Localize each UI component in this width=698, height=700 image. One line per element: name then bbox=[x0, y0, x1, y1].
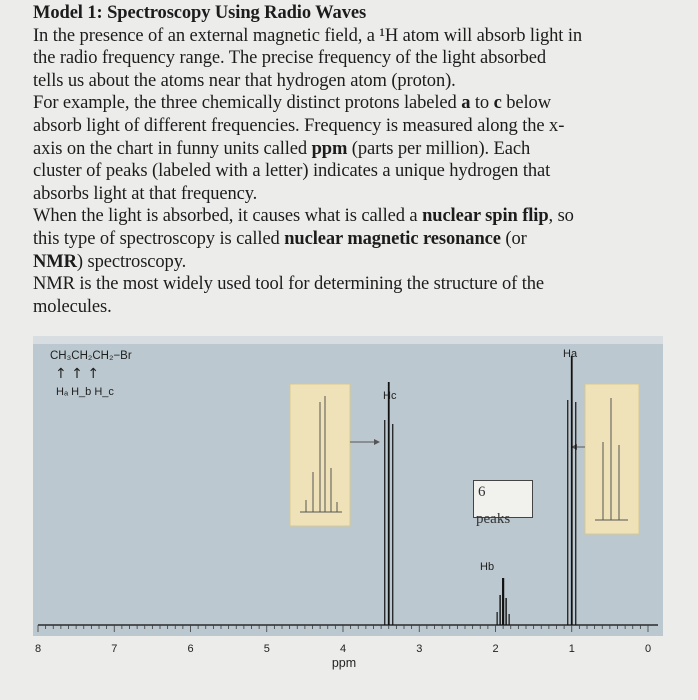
x-tick-label: 8 bbox=[34, 643, 42, 655]
text-run: absorb light of different frequencies. Frequency is measured along the x- bbox=[33, 115, 565, 136]
x-tick-label: 3 bbox=[416, 643, 423, 655]
bold-term: nuclear magnetic resonance bbox=[284, 228, 501, 249]
text-run: below bbox=[501, 93, 551, 114]
text-run: cluster of peaks (labeled with a letter) indicates a unique hydrogen that bbox=[33, 161, 551, 182]
inset-multiplet-a bbox=[585, 384, 639, 534]
molecule-arrows: ↑ ↑ ↑ bbox=[55, 366, 100, 382]
x-tick-label: 7 bbox=[111, 643, 118, 655]
text-run: (parts per million). Each bbox=[347, 138, 531, 159]
x-tick-label: 2 bbox=[492, 643, 499, 655]
molecule-formula: CH₃CH₂CH₂−Br bbox=[50, 350, 132, 362]
text-run: For example, the three chemically distinct protons labeled bbox=[33, 93, 462, 114]
x-axis-ticks bbox=[35, 643, 651, 655]
bold-term: c bbox=[493, 93, 502, 114]
text-run: this type of spectroscopy is called bbox=[33, 228, 285, 249]
x-tick-label: 5 bbox=[263, 643, 270, 655]
x-tick-label: 4 bbox=[339, 643, 347, 655]
proton-labels: Hₐ H_b H_c bbox=[56, 386, 114, 398]
arrow-head-c bbox=[374, 439, 380, 445]
x-tick-label: 1 bbox=[568, 643, 575, 655]
minor-ticks bbox=[38, 625, 648, 632]
text-run: axis on the chart in funny units called bbox=[33, 138, 312, 159]
text-run: (or bbox=[500, 228, 527, 249]
bold-term: ppm bbox=[311, 138, 348, 159]
peak-label-a: Ha bbox=[563, 348, 578, 360]
text-run: When the light is absorbed, it causes what is called a bbox=[33, 206, 423, 227]
text-run: NMR is the most widely used tool for determining the structure of the bbox=[33, 274, 545, 295]
peak-label-c: Hc bbox=[383, 390, 397, 402]
x-axis-label: ppm bbox=[331, 656, 357, 670]
bold-term: nuclear spin flip bbox=[422, 206, 549, 227]
x-tick-label: 6 bbox=[187, 643, 194, 655]
text-run: to bbox=[470, 93, 494, 114]
note-number: 6 bbox=[478, 484, 486, 500]
text-run: , so bbox=[548, 206, 574, 227]
text-run: tells us about the atoms near that hydrogen atom (proton). bbox=[33, 70, 456, 91]
text-run: ) spectroscopy. bbox=[76, 251, 187, 272]
bold-term: NMR bbox=[33, 251, 77, 272]
text-run: the radio frequency range. The precise frequency of the light absorbed bbox=[33, 48, 547, 69]
model-title: Model 1: Spectroscopy Using Radio Waves bbox=[33, 3, 367, 23]
text-run: In the presence of an external magnetic field, a ¹H atom will absorb light in bbox=[33, 25, 583, 46]
six-peaks-note bbox=[473, 480, 533, 527]
text-run: absorbs light at that frequency. bbox=[33, 183, 258, 204]
peak-label-b: Hb bbox=[480, 561, 495, 573]
x-tick-label: 0 bbox=[644, 643, 652, 655]
text-run: molecules. bbox=[33, 296, 112, 317]
note-word: peaks bbox=[476, 511, 511, 527]
bold-term: a bbox=[461, 93, 471, 114]
